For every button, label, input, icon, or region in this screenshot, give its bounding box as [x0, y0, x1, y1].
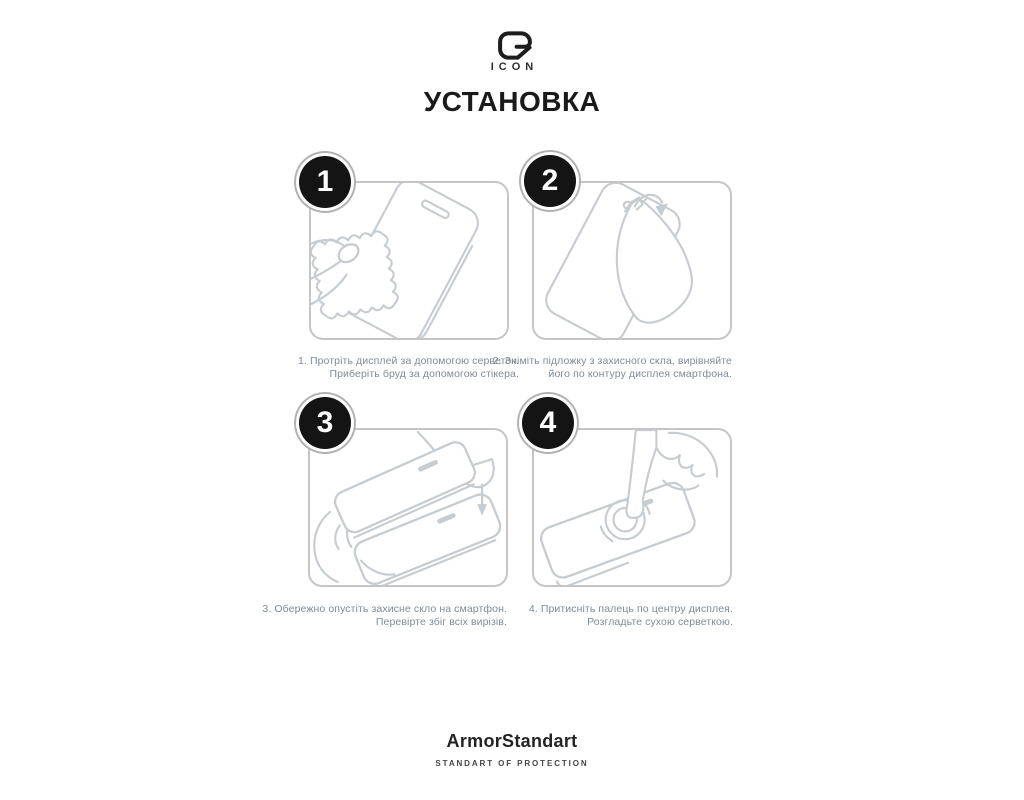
- caption-line: 4. Притисніть палець по центру дисплея.: [528, 603, 733, 615]
- step-2-panel: [532, 181, 732, 340]
- step-2-illustration: [534, 183, 730, 338]
- step-4-caption: [529, 603, 733, 628]
- caption-line: Приберіть бруд за допомогою стікера.: [329, 367, 519, 380]
- caption-line: 2. Зніміть підложку з захисного скла, вирівняйте: [492, 355, 732, 367]
- step-number: 2: [541, 163, 559, 197]
- step-number: 4: [539, 405, 557, 439]
- step-3-panel: [308, 428, 508, 587]
- caption-line: 1. Протріть дисплей за допомогою серветок.: [298, 355, 519, 367]
- step-4-number-badge: [522, 397, 574, 449]
- step-1-illustration: [311, 183, 507, 338]
- step-1-caption: [298, 355, 519, 380]
- phone-icon: [538, 480, 701, 585]
- armorstandart-monogram-icon: [496, 31, 534, 60]
- step-number: 3: [316, 405, 334, 439]
- step-1-number-badge: [299, 156, 351, 208]
- step-3-illustration: [310, 430, 506, 585]
- caption-line: Перевірте збіг всіх вирізів.: [375, 615, 507, 628]
- step-4-illustration: [534, 430, 730, 585]
- brand-logo-text: ICON: [490, 61, 539, 73]
- step-2-caption: [493, 355, 732, 380]
- step-number: 1: [316, 164, 334, 198]
- step-4-panel: [532, 428, 732, 587]
- step-3-number-badge: [299, 397, 351, 449]
- step-3-caption: [262, 603, 507, 628]
- caption-line: 3. Обережно опустіть захисне скло на смартфон.: [262, 603, 507, 615]
- backing-film-icon: [617, 198, 692, 323]
- cleaning-cloth-icon: [311, 230, 399, 320]
- caption-line: його по контуру дисплея смартфона.: [548, 367, 732, 380]
- brand-tagline: STANDART OF PROTECTION: [435, 759, 589, 768]
- caption-line: Розгладьте сухою серветкою.: [587, 615, 733, 628]
- step-2-number-badge: [524, 155, 576, 207]
- page-title: УСТАНОВКА: [423, 86, 601, 117]
- step-1-panel: [309, 181, 509, 340]
- brand-name: ArmorStandart: [446, 731, 578, 751]
